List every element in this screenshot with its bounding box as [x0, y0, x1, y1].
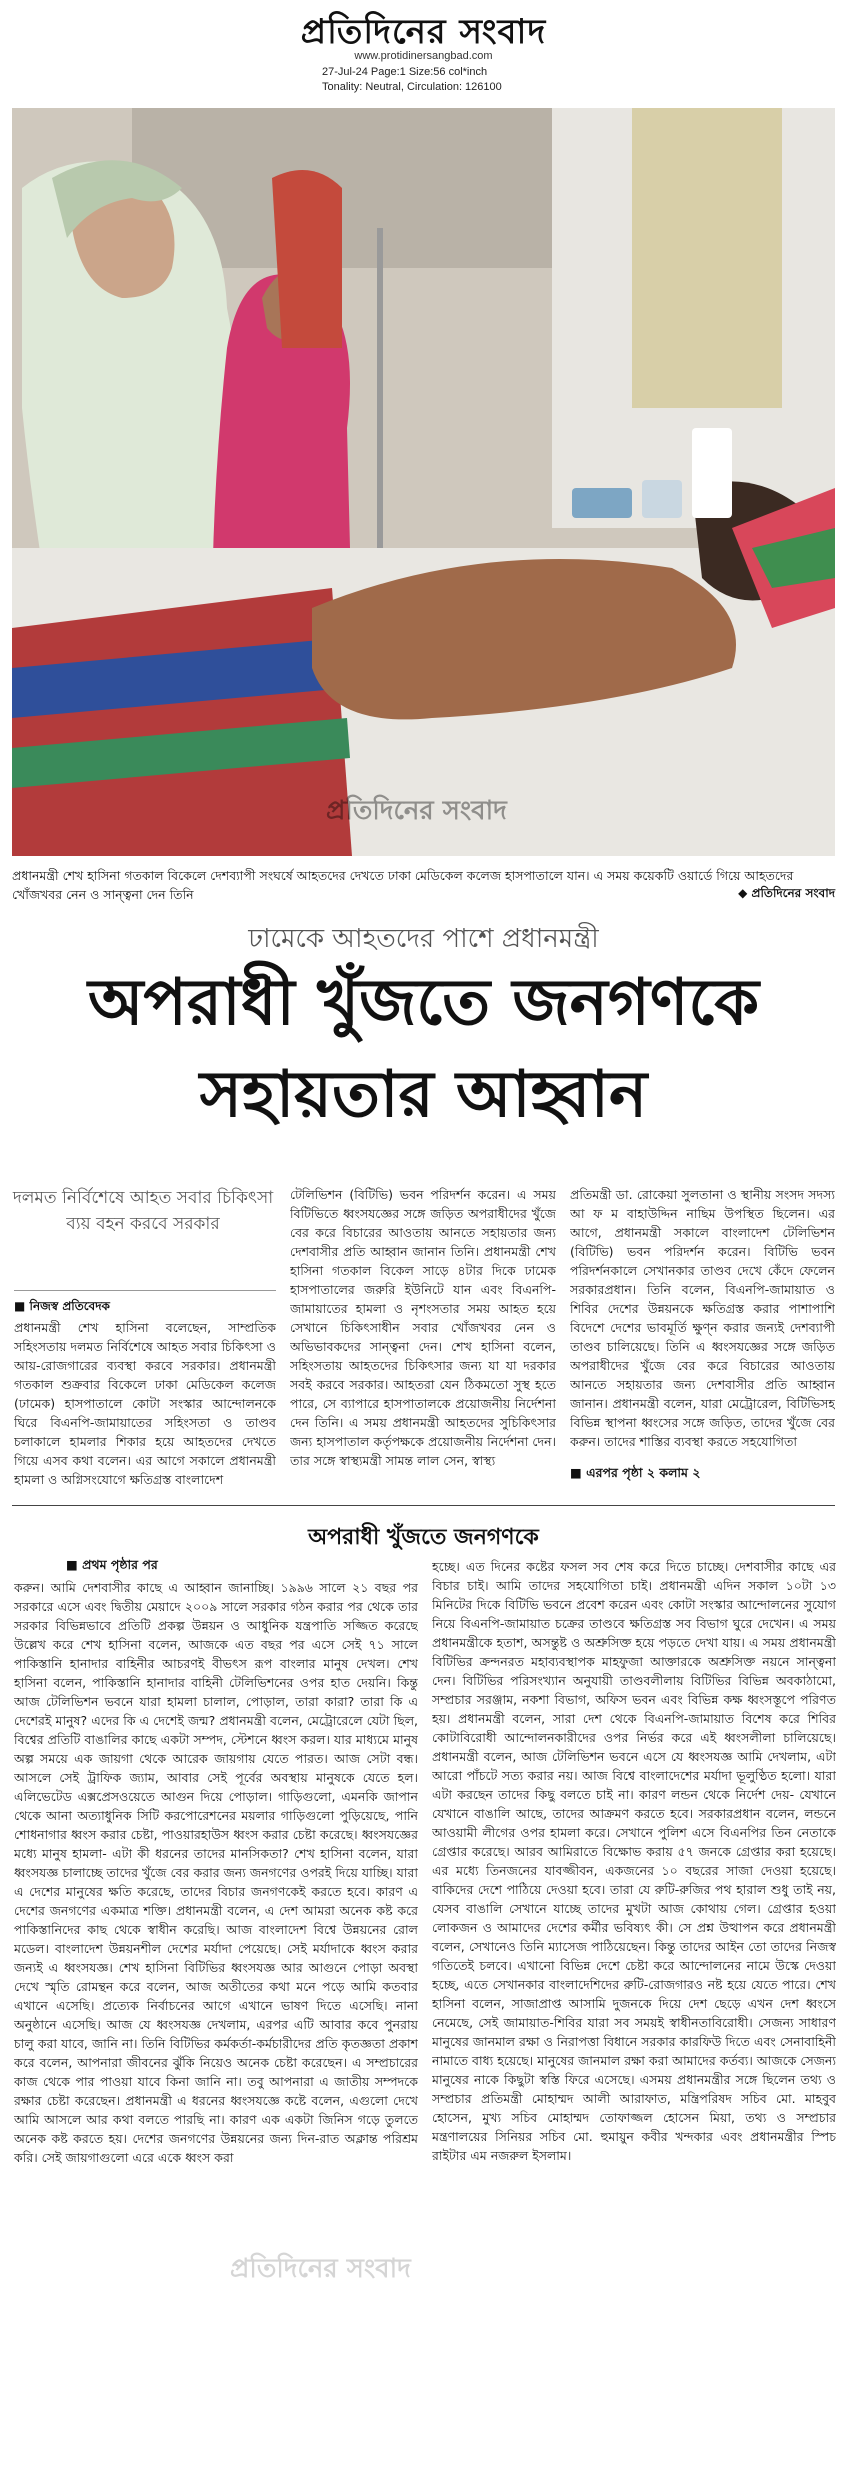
deck-rule	[14, 1290, 276, 1291]
continuation-note: ■ এরপর পৃষ্ঠা ২ কলাম ২	[570, 1465, 701, 1480]
headline-line-1: অপরাধী খুঁজতে জনগণকে	[88, 966, 759, 1040]
issue-line: 27-Jul-24 Page:1 Size:56 col*inch	[322, 66, 488, 78]
photo-credit: ◆ প্রতিদিনের সংবাদ	[738, 886, 835, 900]
photo-watermark: প্রতিদিনের সংবাদ	[326, 796, 507, 826]
hospital-scene-illustration	[12, 108, 835, 856]
page-watermark: প্রতিদিনের সংবাদ	[230, 2254, 411, 2284]
news-photo	[12, 108, 835, 856]
kicker: ঢামেকে আহতদের পাশে প্রধানমন্ত্রী	[248, 924, 599, 954]
section-rule	[12, 1505, 835, 1506]
deck: দলমত নির্বিশেষে আহত সবার চিকিৎসা ব্যয় বহন করবে সরকার	[12, 1188, 274, 1234]
headline-line-2: সহায়তার আহ্বান	[199, 1058, 648, 1132]
photo-caption: প্রধানমন্ত্রী শেখ হাসিনা গতকাল বিকেলে দেশব্যাপী সংঘর্ষে আহতদের দেখতে ঢাকা মেডিকেল কলেজ হাসপাতালে যান। এ সময় কয়েকটি ওয়ার্ডে গিয়ে আহতদের খোঁজখবর নেন ও সান্ত্বনা দেন তিনি	[12, 868, 794, 902]
masthead	[0, 0, 847, 100]
story-column-2: টেলিভিশন (বিটিভি) ভবন পরিদর্শন করেন। এ সময় বিটিভিতে ধ্বংসযজ্ঞের সঙ্গে জড়িত অপরাধীদের খুঁজে বের করে বিচারের আওতায় আনতে সহায়তার জন্য দেশবাসীর প্রতি আহ্বান জানান তিনি। প্রধানমন্ত্রী শেখ হাসিনা গতকাল বিকেল সাড়ে ৪টার দিকে ঢামেক হাসপাতালের জরুরি ইউনিটে যান এবং বিএনপি-জামায়াতের হামলা ও নৃশংসতার সময় আহত হয়ে সেখানে চিকিৎসাধীন সবার খোঁজখবর নেন ও অভিভাবকদের সান্ত্বনা দেন। শেখ হাসিনা বলেন, সহিংসতায় আহতদের চিকিৎসার জন্য যা যা দরকার সবই করবে সরকার। আহতরা যেন ঠিকমতো সুস্থ হতে পারে, সে ব্যাপারে হাসপাতালকে প্রয়োজনীয় নির্দেশনা দেন তিনি। এ সময় প্রধানমন্ত্রী আহতদের সুচিকিৎসার জন্য হাসপাতাল কর্তৃপক্ষকে প্রয়োজনীয় নির্দেশনা দেন। তার সঙ্গে স্বাস্থ্যমন্ত্রী সামন্ত লাল সেন, স্বাস্থ্য	[290, 1187, 556, 1468]
newspaper-url: www.protidinersangbad.com	[354, 50, 493, 62]
continuation-title: অপরাধী খুঁজতে জনগণকে	[308, 1525, 539, 1550]
continuation-column-2: হচ্ছে। এত দিনের কষ্টের ফসল সব শেষ করে দিতে চাচ্ছে। দেশবাসীর কাছে এর বিচার চাই। আমি তাদের সহযোগিতা চাই। প্রধানমন্ত্রী এদিন সকাল ১০টা ১৩ মিনিটের দিকে বিটিভি ভবনে প্রবেশ করেন এবং কোটা সংস্কার আন্দোলনের সুযোগ নিয়ে বিএনপি-জামায়াত চক্রের তাণ্ডবে ক্ষতিগ্রস্ত সব বিভাগ ঘুরে দেখেন। এ সময় প্রধানমন্ত্রীকে হতাশ, অসন্তুষ্ট ও অশ্রুসিক্ত হয়ে পড়তে দেখা যায়। এ সময় প্রধানমন্ত্রী বিটিভির ক্রন্দনরত মহাব্যবস্থাপক মাহফুজা আক্তারকে অশ্রুসিক্ত নয়নে সান্ত্বনা দেন। বিটিভির পরিসংখ্যান অনুযায়ী তাণ্ডবলীলায় বিটিভির বিভিন্ন অবকাঠামো, সম্প্রচার সরঞ্জাম, নকশা বিভাগ, অফিস ভবন এবং বিভিন্ন কক্ষ ধ্বংসস্তূপে পরিণত হয়। প্রধানমন্ত্রী বলেন, সারা দেশ থেকে বিএনপি-জামায়াত বিশেষ করে শিবির কোটাবিরোধী আন্দোলনকারীদের ওপর নির্ভর করে এই ধ্বংসলীলা চালিয়েছে। প্রধানমন্ত্রী বলেন, আজ টেলিভিশন ভবনে এসে যে ধ্বংসযজ্ঞ আমি দেখলাম, এটা আরো পাঁচটে সত্য করার নয়। আজ বিশ্বে বাংলাদেশের মর্যাদা ভূলুণ্ঠিত হলো। যারা এটা করছেন তাদের কিছু বলতে চাই না। কারণ লন্ডন থেকে নির্দেশ দেয়- যেখানে যেখানে বাঙালি আছে, তাদের আক্রমণ করতে হবে। সরকারপ্রধান বলেন, লন্ডনে আওয়ামী লীগের ওপর হামলা করে। সেখানে পুলিশ এসে বিএনপির তিন নেতাকে গ্রেপ্তার করেছে। আরব আমিরাতে বিক্ষোভ করায় ৫৭ জনকে গ্রেপ্তার করা হয়েছে। এর মধ্যে তিনজনের যাবজ্জীবন, একজনের ১০ বছরের সাজা দেওয়া হয়েছে। বাকিদের দেশে পাঠিয়ে দেওয়া হবে। তারা যে রুটি-রুজির পথ হারাল শুধু তাই নয়, যেসব বাঙালি সেখানে যাচ্ছে তাদের মুখটা আজ কোথায় গেল। গ্রেপ্তার হওয়া লোকজন ও আমাদের দেশের কর্মীর ভবিষ্যৎ কী। সে প্রশ্ন উত্থাপন করে প্রধানমন্ত্রী বলেন, সেখানেও তিনি ম্যাসেজ পাঠিয়েছেন। কিন্তু তাদের আইন তো তাদের নিজস্ব গতিতেই চলবে। এখানো বিভিন্ন দেশে চেষ্টা করে আন্দোলনের নামে উস্কে দেওয়া হচ্ছে, এতে সেখানকার বাংলাদেশিদের রুটি-রোজগারও নষ্ট হয়ে যেতে পারে। শেখ হাসিনা বলেন, সাজাপ্রাপ্ত আসামি দুজনকে দিয়ে দেশ ছেড়ে এখন দেশ ধ্বংসে নেমেছে, সেই জামায়াত-শিবির যারা সব সময়ই স্বাধীনতাবিরোধী। সেজন্য সাধারণ মানুষের জানমাল রক্ষা ও নিরাপত্তা বিধানে সরকার কারফিউ দিতে এবং সেনাবাহিনী নামাতে বাধ্য হয়েছে। মানুষের জানমাল রক্ষা করা আমাদের কর্তব্য। আজকে সেজন্য মানুষের নাকে কিছুটা স্বস্তি ফিরে এসেছে। এসময় প্রধানমন্ত্রীর সঙ্গে ছিলেন তথ্য ও সম্প্রচার প্রতিমন্ত্রী মোহাম্মদ আলী আরাফাত, মন্ত্রিপরিষদ সচিব মো. মাহবুব হোসেন, মুখ্য সচিব মোহাম্মদ তোফাজ্জল হোসেন মিয়া, তথ্য ও সম্প্রচার মন্ত্রণালয়ের সিনিয়র সচিব মো. হুমায়ুন কবীর খন্দকার এবং প্রধানমন্ত্রীর স্পিচ রাইটার এম নজরুল ইসলাম।	[432, 1559, 836, 2163]
story-column-3: প্রতিমন্ত্রী ডা. রোকেয়া সুলতানা ও স্থানীয় সংসদ সদস্য আ ফ ম বাহাউদ্দিন নাছিম উপস্থিত ছিলেন। এর আগে, প্রধানমন্ত্রী সকালে বাংলাদেশ টেলিভিশন (বিটিভি) ভবন পরিদর্শন করেন। বিটিভি ভবন পরিদর্শনকালে সেখানকার তাণ্ডব দেখে কেঁদে ফেলেন সরকারপ্রধান। তিনি বলেন, বিএনপি-জামায়াত ও শিবির দেশের উন্নয়নকে ক্ষতিগ্রস্ত করার পাশাপাশি বিদেশে দেশের ভাবমূর্তি ক্ষুণ্ন করার জন্যই দেশব্যাপী তাণ্ডব চালিয়েছে। তিনি এ ধ্বংসযজ্ঞের সঙ্গে জড়িত অপরাধীদের খুঁজে বের করে বিচারের আওতায় আনতে সহায়তার জন্য দেশবাসীর প্রতি আহ্বান জানান। প্রধানমন্ত্রী বলেন, যারা মেট্রোরেল, বিটিভিসহ বিভিন্ন স্থাপনা ধ্বংসের সঙ্গে জড়িত, তাদের খুঁজে বের করুন। তাদের শাস্তির ব্যবস্থা করতে সহযোগিতা	[570, 1187, 835, 1449]
byline: ■ নিজস্ব প্রতিবেদক	[14, 1299, 110, 1313]
newspaper-title: প্রতিদিনের সংবাদ	[300, 12, 547, 52]
continuation-column-1: করুন। আমি দেশবাসীর কাছে এ আহ্বান জানাচ্ছি। ১৯৯৬ সালে ২১ বছর পর সরকারে এসে এবং দ্বিতীয় মেয়াদে ২০০৯ সালে সরকার গঠন করার পর থেকে তার সরকার বিভিন্নভাবে প্রতিটি প্রকল্প উন্নয়ন ও আধুনিক যন্ত্রপাতি সজ্জিত করেছে উল্লেখ করে শেখ হাসিনা বলেন, আজকে এত বছর পর এসে সেই ৭১ সালে পাকিস্তানি হানাদার বাহিনীর আচরণই বীভৎস রূপ বাংলার মানুষ দেখল। শেখ হাসিনা বলেন, পাকিস্তানি হানাদার বাহিনী টেলিভিশনের ওপর হাত দেয়নি। কিন্তু আজ টেলিভিশন ভবনে যারা হামলা চালাল, পোড়াল, তারা কারা? তারা কি এ দেশেরই মানুষ? এদের কি এ দেশেই জন্ম? প্রধানমন্ত্রী বলেন, মেট্রোরেলে যেটা ছিল, বিশ্বের প্রতিটি বাঙালির কাছে একটা সম্পদ, স্টেশনে ধ্বংস করল। যার মাধ্যমে মানুষ অল্প সময়ে এক জায়গা থেকে আরেক জায়গায় যেতে পারত। আজ সেটা বন্ধ। আসলে সেই ট্রাফিক জ্যাম, আবার সেই পূর্বের অবস্থায় মানুষকে যেতে হল। এলিভেটেড এক্সপ্রেসওয়েতে আগুন দিয়ে পোড়াল। গাড়িগুলো, এমনকি জাপান থেকে আনা অত্যাধুনিক সিটি করপোরেশনের ময়লার গাড়িগুলো পুড়িয়েছে, পানি শোধনাগার ধ্বংস করার চেষ্টা, পাওয়ারহাউস ধ্বংস করার চেষ্টা করেছে। ধ্বংসযজ্ঞের মধ্যে মানুষ হামলা- এটা কী ধরনের তাদের মানসিকতা? শেখ হাসিনা বলেন, যারা ধ্বংসযজ্ঞ চালাচ্ছে তাদের খুঁজে বের করার জন্য জনগণের ওপরই দিয়ে যাচ্ছি। যারা এ দেশের মানুষের ক্ষতি করেছে, তাদের বিচার জনগণকেই করতে হবে। কারণ এ দেশের জনগণের একমাত্র শক্তি। প্রধানমন্ত্রী বলেন, এ দেশ আমরা অনেক কষ্ট করে পাকিস্তানিদের কাছ থেকে স্বাধীন করেছি। আজ বাংলাদেশ বিশ্বে উন্নয়নের রোল মডেল। বাংলাদেশ উন্নয়নশীল দেশের মর্যাদা পেয়েছে। সেই মর্যাদাকে ধ্বংস করার জন্যই এ ধ্বংসযজ্ঞ। শেখ হাসিনা বিটিভির ধ্বংসযজ্ঞ আর আগুনে পোড়া অবস্থা দেখে স্মৃতি রোমন্থন করে বলেন, আজ অতীতের কথা মনে পড়ে আমি কতবার এখানে এসেছি। প্রত্যেক নির্বাচনের আগে এখানে ভাষণ দিতে এসেছি। নানা অনুষ্ঠানে এসেছি। আজ যে ধ্বংসযজ্ঞ দেখলাম, এরপর এটি আবার কবে পুনরায় চালু করা যাবে, জানি না। তিনি বিটিভির কর্মকর্তা-কর্মচারীদের প্রতি কৃতজ্ঞতা প্রকাশ করে বলেন, আপনারা জীবনের ঝুঁকি নিয়েও অনেক চেষ্টা করেছেন। এ সম্প্রচারের কাজ থেকে পার পাওয়া যাবে কিনা জানি না। তবু আপনারা এ জাতীয় সম্পদকে রক্ষার চেষ্টা করেছেন। প্রধানমন্ত্রী এ ধরনের ধ্বংসযজ্ঞে কষ্টে বলেন, এগুলো দেখে আমি আসলে আর কথা বলতে পারছি না। কারণ এক একটা জিনিস গড়ে তুলতে অনেক কষ্ট করতে হয়। দেশের জনগণের উন্নয়নের জন্য দিন-রাত অক্লান্ত পরিশ্রম করি। সেই জায়গাগুলো এরে একে ধ্বংস করা	[14, 1580, 418, 2165]
continuation-subhead: ■ প্রথম পৃষ্ঠার পর	[66, 1557, 158, 1572]
tonality-line: Tonality: Neutral, Circulation: 126100	[322, 81, 502, 93]
story-column-1: প্রধানমন্ত্রী শেখ হাসিনা বলেছেন, সাম্প্রতিক সহিংসতায় দলমত নির্বিশেষে আহত সবার চিকিৎসা ও আয়-রোজগারের ব্যবস্থা করবে সরকার। প্রধানমন্ত্রী গতকাল শুক্রবার বিকেলে ঢাকা মেডিকেল কলেজ (ঢামেক) হাসপাতালে কোটা সংস্কার আন্দোলনকে ঘিরে বিএনপি-জামায়াতের সহিংসতা ও তাণ্ডব চলাকালে হামলার শিকার হয়ে আহতদের দেখতে গিয়ে এসব কথা বলেন। এর আগে সকালে প্রধানমন্ত্রী হামলা ও অগ্নিসংযোগে ক্ষতিগ্রস্ত বাংলাদেশ	[14, 1320, 276, 1487]
